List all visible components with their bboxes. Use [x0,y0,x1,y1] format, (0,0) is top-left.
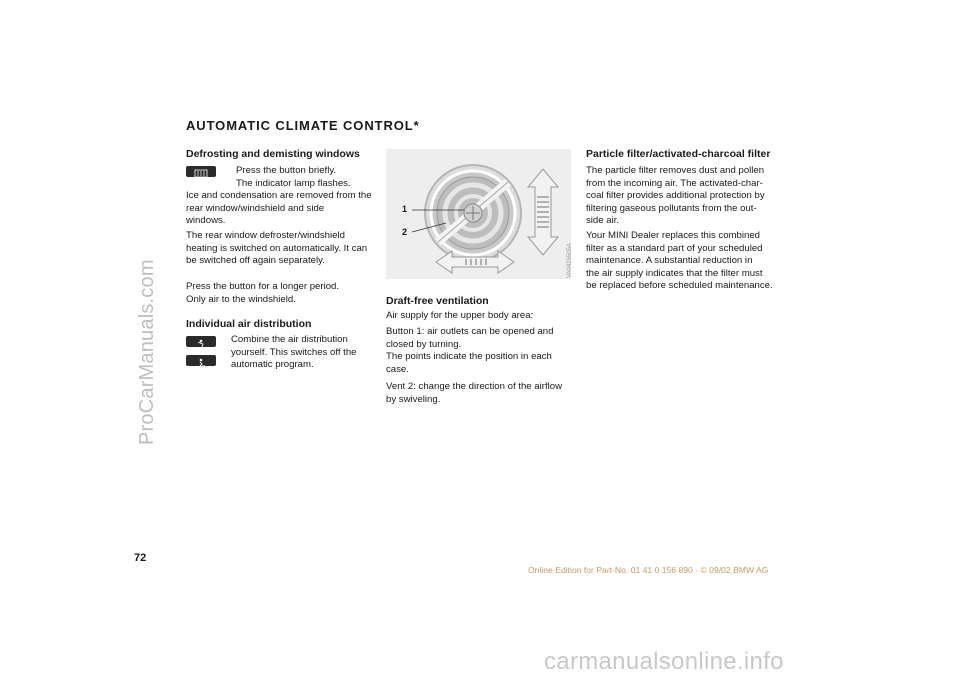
defrost-para2-l2: heating is switched on automatically. It can [186,242,368,254]
draft-free-p3-l2: by swiveling. [386,393,441,405]
defrost-para1-l3: windows. [186,215,226,227]
edition-line: Online Edition for Part-No. 01 41 0 156 890 - © 09/02 BMW AG [528,565,769,575]
draft-free-heading: Draft-free ventilation [386,295,489,307]
draft-free-p2-l1: Button 1: air outlets can be opened and [386,326,554,337]
vent-figure [386,149,571,279]
draft-free-p2-l4: case. [386,363,409,375]
defrost-line-2: The indicator lamp flashes. [236,177,351,189]
air-upper-body-icon [186,336,216,347]
side-watermark: ProCarManuals.com [136,259,158,445]
left-column [186,148,381,160]
vent-illustration [386,149,571,279]
defrost-para1-l2: rear window/windshield and side [186,202,325,214]
rear-defrost-icon [186,166,216,177]
distribution-l3: automatic program. [231,359,314,371]
defrost-para2-l1: The rear window defroster/windshield [186,230,345,241]
draft-free-p1: Air supply for the upper body area: [386,310,534,321]
filter-p2-l1: Your MINI Dealer replaces this combined [586,230,761,241]
air-footwell-icon [186,355,216,366]
filter-p1-l2: from the incoming air. The activated-char- [586,177,763,189]
footer-watermark: carmanualsonline.info [544,648,784,675]
defrost-para2-l3: be switched off again separately. [186,255,325,267]
distribution-heading: Individual air distribution [186,318,312,330]
filter-p2-l2: filter as a standard part of your scheduled [586,242,763,254]
defrost-para3-l1: Press the button for a longer period. [186,281,340,292]
draft-free-p2-l2: closed by turning. [386,338,462,350]
distribution-l2: yourself. This switches off the [231,346,357,358]
filter-p1-l4: filtering gaseous pollutants from the out- [586,202,757,214]
figure-label-1: 1 [402,204,408,214]
filter-p1-l1: The particle filter removes dust and pollen [586,165,765,176]
page-number: 72 [134,552,147,564]
filter-p2-l3: maintenance. A substantial reduction in [586,255,753,267]
filter-p1-l5: side air. [586,215,620,227]
defrost-para3-l2: Only air to the windshield. [186,293,296,305]
defrost-line-1: Press the button briefly. [236,165,337,176]
filter-p1-l3: coal filter provides additional protection by [586,190,765,202]
filter-p2-l5: be replaced before scheduled maintenance. [586,280,773,292]
figure-label-2: 2 [402,227,408,237]
defrost-heading: Defrosting and demisting windows [186,148,360,160]
filter-p2-l4: the air supply indicates that the filter must [586,267,763,279]
draft-free-p2-l3: The points indicate the position in each [386,351,552,363]
defrost-para1-l1: Ice and condensation are removed from the [186,190,372,201]
filter-heading: Particle filter/activated-charcoal filter [586,148,771,160]
draft-free-p3-l1: Vent 2: change the direction of the airflow [386,381,562,392]
distribution-l1: Combine the air distribution [231,334,348,345]
figure-code: VA0425505A [567,243,573,278]
page-title: AUTOMATIC CLIMATE CONTROL* [186,118,420,133]
